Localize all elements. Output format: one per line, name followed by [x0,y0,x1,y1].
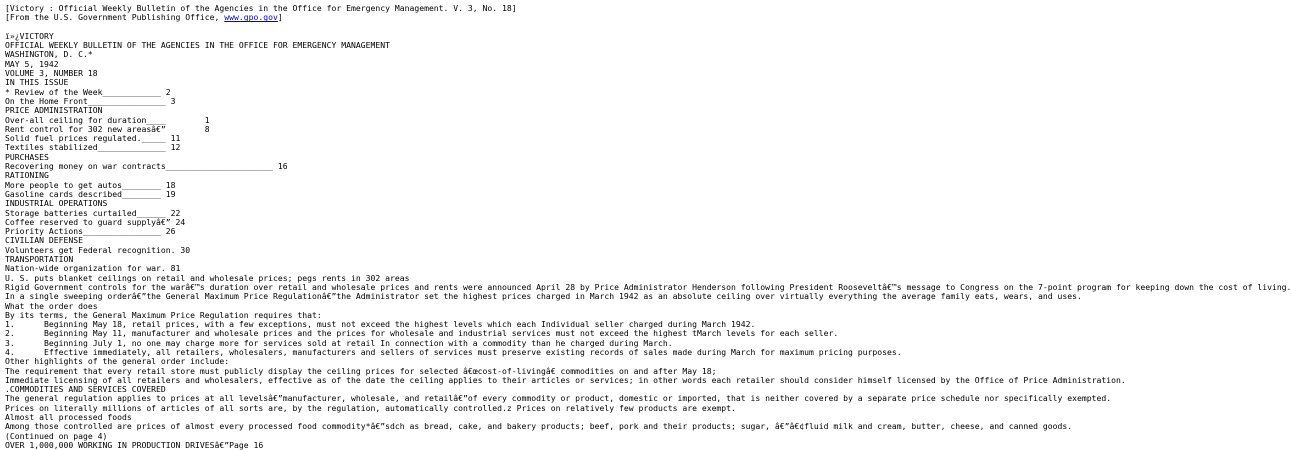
text-line: More people to get autos________ 18 [5,179,176,190]
text-line: RATIONING [5,170,49,181]
text-line: VOLUME 3, NUMBER 18 [5,68,98,79]
source-prefix: [From the U.S. Government Publishing Office, [5,12,225,23]
text-line: INDUSTRIAL OPERATIONS [5,198,108,209]
text-line: Almost all processed foods [5,412,132,423]
gpo-link[interactable]: www.gpo.gov [224,12,278,23]
text-line: Gasoline cards described________ 19 [5,188,176,199]
text-line: Rigid Government controls for the warâ€™s duration over retail and wholesale prices and rents were announced April 28 by Price Administrator Henderson following President Rooseveltâ€™s message to Congress on the 7-point program for keeping down the cost of living. [5,281,1291,292]
source-suffix: ] [277,12,283,23]
text-line: In a single sweeping orderâ€”the General Maximum Price Regulationâ€”the Administrator set the highest prices charged in March 1942 as an absolute ceiling over virtually everything the average family eats, wears, and uses. [5,291,1082,302]
text-line: The general regulation applies to prices at all levelsâ€”manufacturer, wholesale, and retailâ€”of every commodity or product, domestic or imported, that is neither covered by a separate price schedule nor specifically exempted. [5,393,1112,404]
text-line: Among those controlled are prices of almost every processed food commodity*â€”sdch as bread, cake, and bakery products; beef, pork and their products; sugar, â€”â€¢fluid milk and cream, butter, cheese, and canned goods. [5,421,1073,432]
text-line: Immediate licensing of all retailers and wholesalers, effective as of the date the ceiling applies to their articles or services; in other words each retailer should consider himself licensed by the Office of Price Administration. [5,374,1126,385]
text-line: PRICE ADMINISTRATION [5,105,103,116]
text-line: The requirement that every retail store must publicly display the ceiling prices for selected â€œcost-of-livingâ€ commodities on and after May 18; [5,365,717,376]
text-line: Coffee reserved to guard supplyâ€” 24 [5,216,186,227]
text-line: (Continued on page 4) [5,430,108,441]
text-line: OFFICIAL WEEKLY BULLETIN OF THE AGENCIES IN THE OFFICE FOR EMERGENCY MANAGEMENT [5,40,390,51]
text-line: IN THIS ISSUE [5,77,69,88]
text-line: 4. Effective immediately, all retailers, wholesalers, manufacturers and sellers of services must preserve existing records of sales made during March for maximum pricing purposes. [5,346,902,357]
text-line: Over-all ceiling for duration____ 1 [5,114,210,125]
text-line: Volunteers get Federal recognition. 30 [5,244,191,255]
text-line: Solid fuel prices regulated._____ 11 [5,133,181,144]
text-line: Storage batteries curtailed______ 22 [5,207,181,218]
body-lines [5,32,1291,450]
text-line: Rent control for 302 new areasâ€” 8 [5,123,210,134]
text-line: Textiles stabilized______________ 12 [5,142,181,153]
text-line: U. S. puts blanket ceilings on retail and wholesale prices; pegs rents in 302 areas [5,272,410,283]
text-line: Nation-wide organization for war. 81 [5,263,181,274]
text-line: PURCHASES [5,151,49,162]
text-line: ï»¿VICTORY [5,30,54,41]
text-line: Prices on literally millions of articles of all sorts are, by the regulation, automatically controlled.z Prices on relatively few products are exempt. [5,402,736,413]
text-line: 1. Beginning May 18, retail prices, with a few exceptions, must not exceed the highest levels which each Individual seller charged during March 1942. [5,319,756,330]
text-line: WASHINGTON, D. C.* [5,49,93,60]
text-line: CIVILIAN DEFENSE [5,235,83,246]
citation-line: [Victory : Official Weekly Bulletin of the Agencies in the Office for Emergency Management. V. 3, No. 18] [5,3,517,13]
blank-line [5,23,1291,32]
text-line: Recovering money on war contracts______________________ 16 [5,161,288,172]
document-text [5,4,1291,450]
text-line: TRANSPORTATION [5,254,74,265]
text-line: .COMMODITIES AND SERVICES COVERED [5,384,166,395]
text-line: What the order does [5,300,98,311]
text-line: By its terms, the General Maximum Price Regulation requires that: [5,309,322,320]
text-line: 2. Beginning May 11, manufacturer and wholesale prices and the prices for wholesale and industrial services must not exceed the highest tMarch levels for each seller. [5,328,839,339]
text-line: MAY 5, 1942 [5,58,59,69]
text-line: Other highlights of the general order include: [5,356,230,367]
text-line: Priority Actions________________ 26 [5,226,176,237]
text-line: On the Home Front________________ 3 [5,95,176,106]
text-line: OVER 1,000,000 WORKING IN PRODUCTION DRIVESâ€”Page 16 [5,439,264,450]
text-line: 3. Beginning July 1, no one may charge more for services sold at retail In connection with a commodity than he charged during March. [5,337,673,348]
text-line: * Review of the Week____________ 2 [5,86,171,97]
source-line [5,13,1291,22]
